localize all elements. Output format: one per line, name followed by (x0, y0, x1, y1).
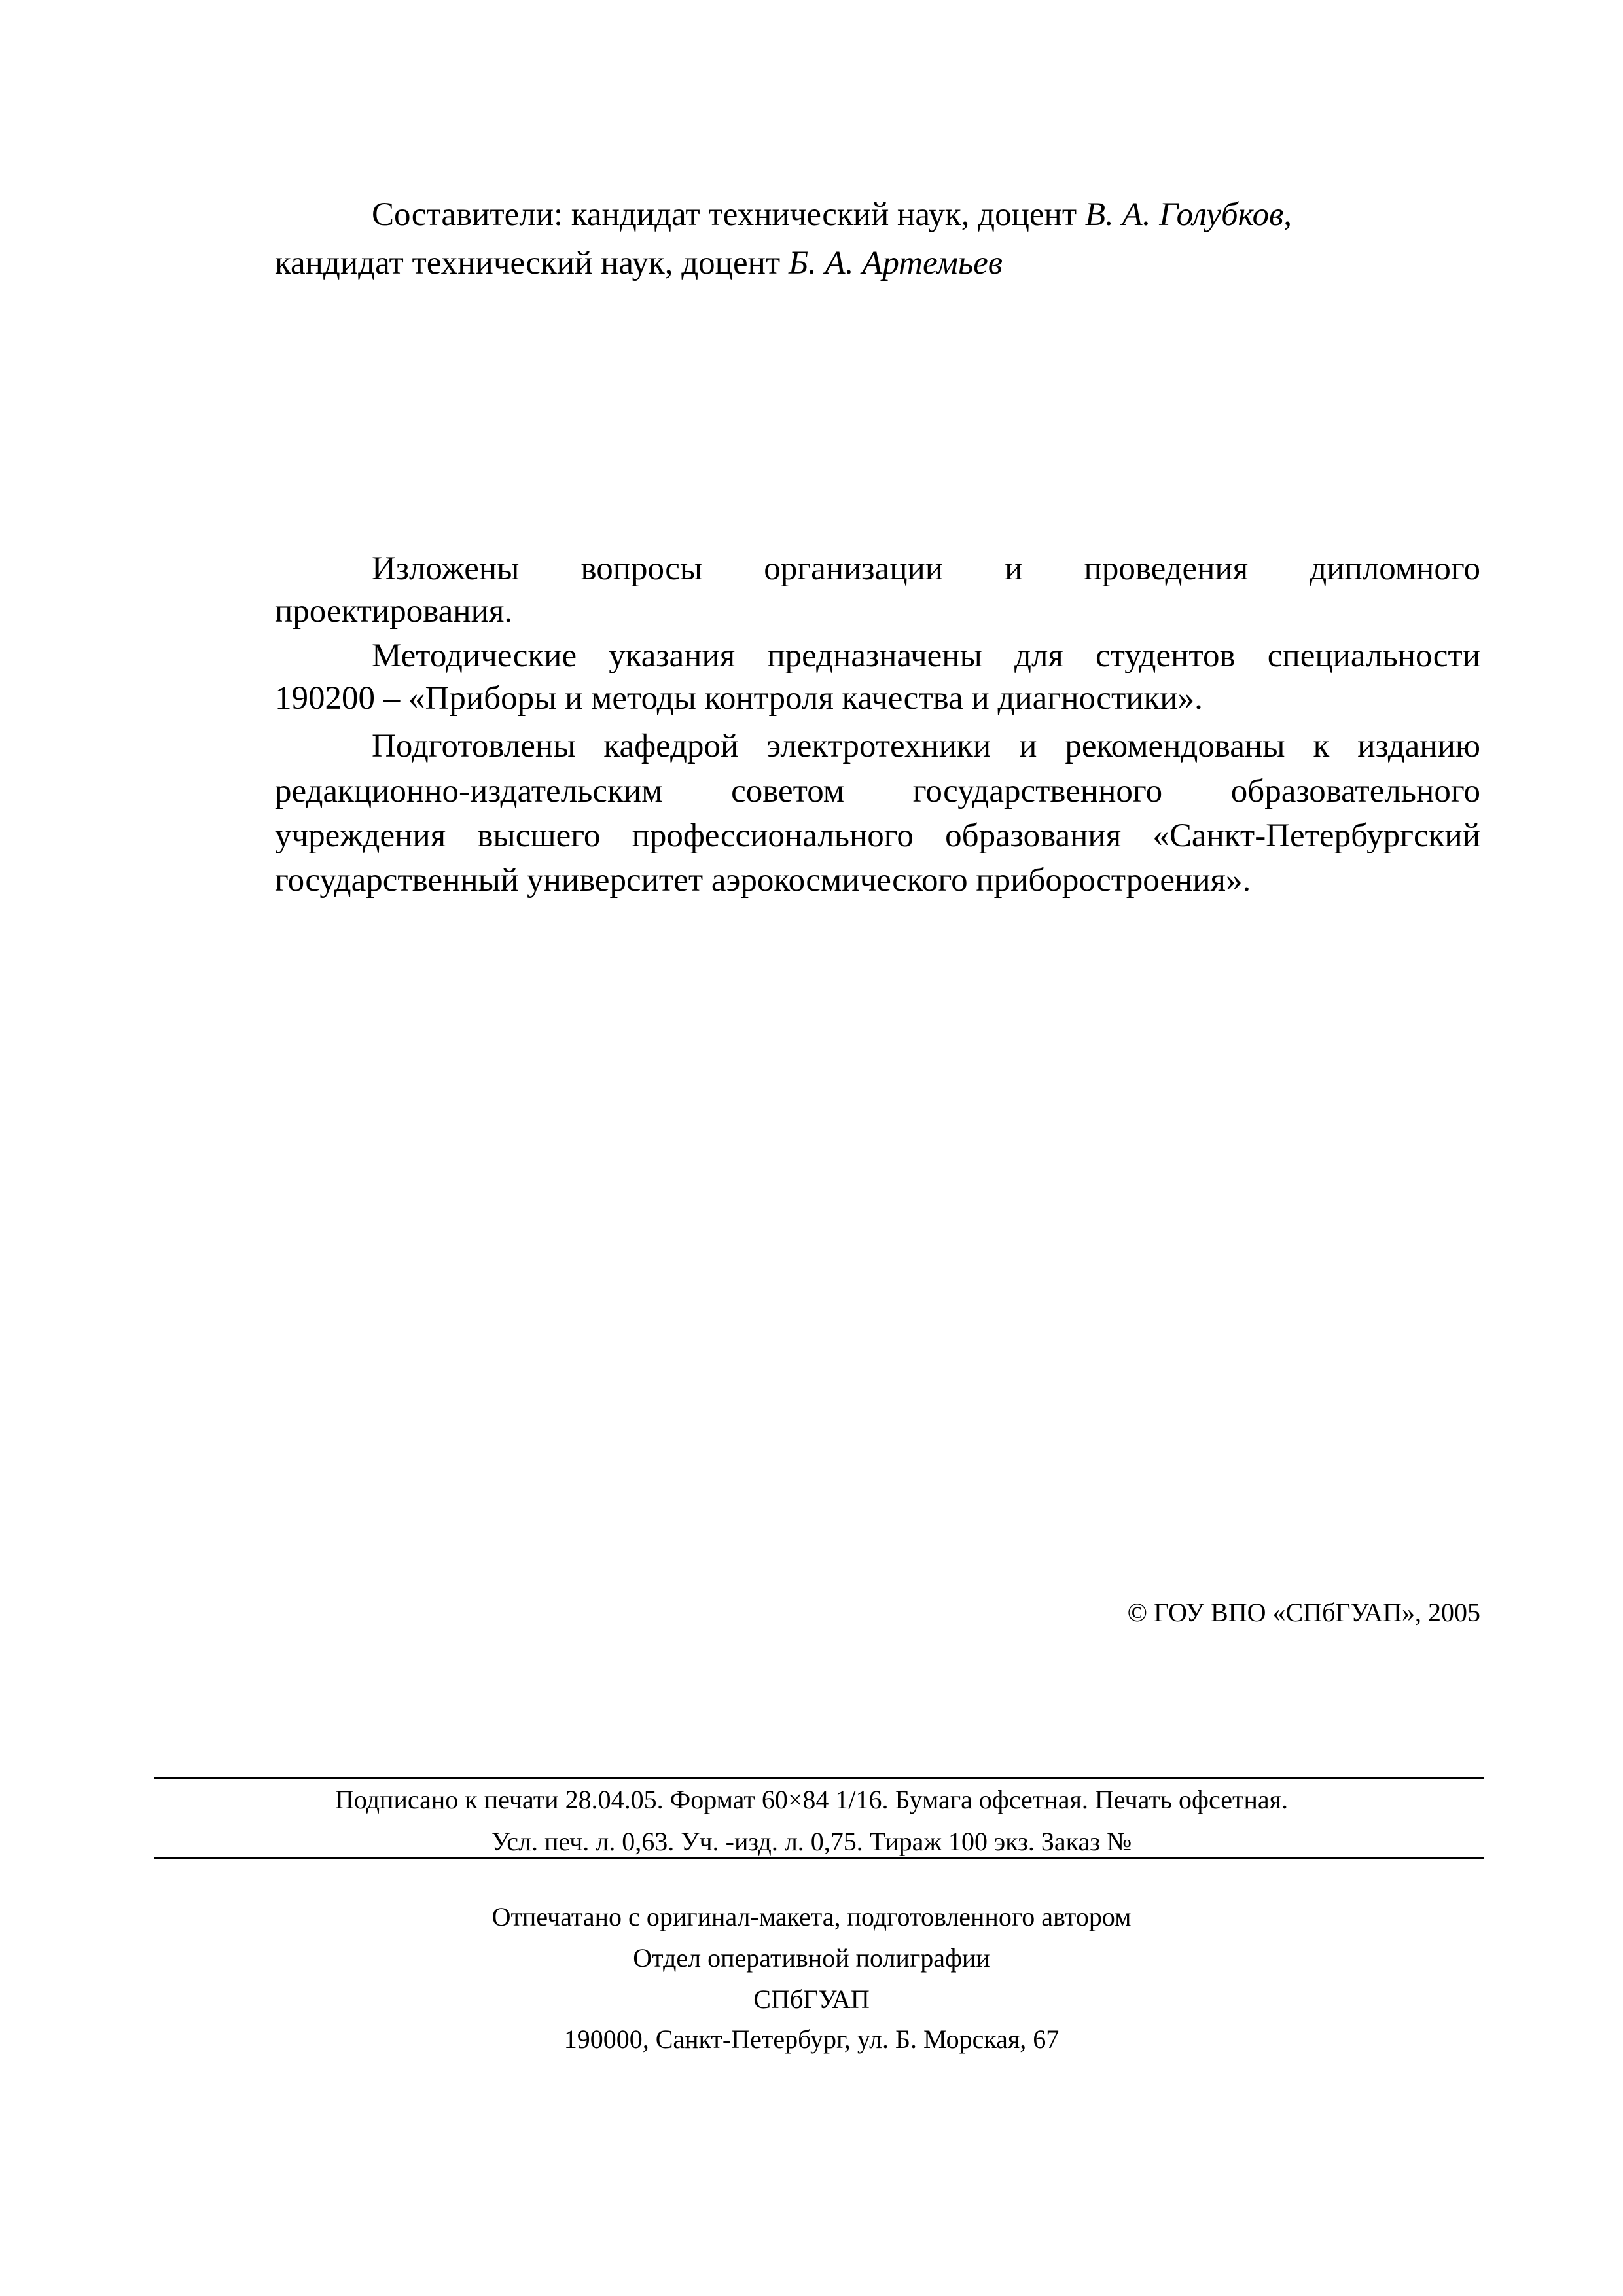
abstract-p2-line: Методические указания предназначены для студентов специальности (372, 637, 1480, 674)
abstract-p1-line: Изложены вопросы организации и проведения дипломного (372, 550, 1480, 587)
abstract-p3-line: государственный университет аэрокосмического приборостроения». (275, 862, 1251, 899)
printer-line-3: СПбГУАП (753, 1984, 870, 2014)
divider-bottom (154, 1857, 1484, 1859)
author-name: В. А. Голубков (1084, 196, 1284, 233)
authors-text: кандидат технический наук, доцент (275, 245, 789, 281)
abstract-p3-line: Подготовлены кафедрой электротехники и рекомендованы к изданию (372, 728, 1480, 764)
authors-line-1 (372, 195, 1292, 234)
copyright: © ГОУ ВПО «СПбГУАП», 2005 (1127, 1598, 1480, 1627)
printer-line-2: Отдел оперативной полиграфии (633, 1943, 990, 1973)
printer-line-4: 190000, Санкт-Петербург, ул. Б. Морская, 67 (563, 2024, 1060, 2054)
abstract-p1-line: проектирования. (275, 593, 513, 630)
imprint-line-1: Подписано к печати 28.04.05. Формат 60×84 1/16. Бумага офсетная. Печать офсетная. (334, 1785, 1289, 1814)
printer-line-1: Отпечатано с оригинал-макета, подготовленного автором (491, 1902, 1132, 1931)
authors-text: Составители: кандидат технический наук, доцент (372, 196, 1085, 233)
punctuation: , (1283, 196, 1292, 233)
abstract-p3-line: учреждения высшего профессионального образования «Санкт-Петербургский (275, 817, 1480, 854)
imprint-line-2: Усл. печ. л. 0,63. Уч. -изд. л. 0,75. Тираж 100 экз. Заказ № (491, 1827, 1132, 1856)
abstract-p2-line: 190200 – «Приборы и методы контроля качества и диагностики». (275, 680, 1203, 717)
abstract-p3-line: редакционно-издательским советом государственного образовательного (275, 773, 1480, 810)
divider-top (154, 1777, 1484, 1779)
authors-line-2 (275, 243, 1003, 283)
author-name: Б. А. Артемьев (788, 245, 1003, 281)
